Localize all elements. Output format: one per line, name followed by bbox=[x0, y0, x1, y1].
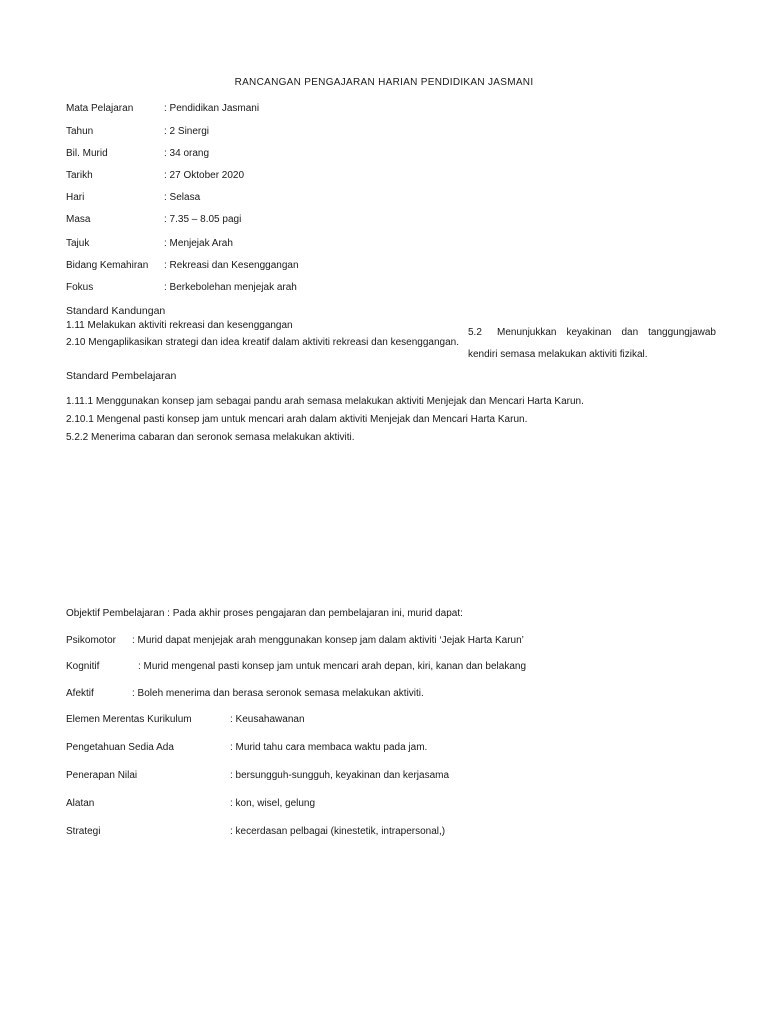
info-label: Mata Pelajaran bbox=[66, 103, 134, 114]
info-label: Bil. Murid bbox=[66, 148, 108, 159]
field-label: Alatan bbox=[66, 798, 95, 809]
objective-value: : Murid mengenal pasti konsep jam untuk mencari arah depan, kiri, kanan dan belakang bbox=[138, 661, 527, 672]
info-label: Fokus bbox=[66, 282, 94, 293]
field-label: Pengetahuan Sedia Ada bbox=[66, 742, 174, 753]
field-value: : kecerdasan pelbagai (kinestetik, intrapersonal,) bbox=[230, 826, 446, 837]
info-label: Tarikh bbox=[66, 170, 93, 181]
standard-item: 1.11.1 Menggunakan konsep jam sebagai pandu arah semasa melakukan aktiviti Menjejak dan Mencari Harta Karun. bbox=[66, 396, 584, 407]
standard-item: 1.11 Melakukan aktiviti rekreasi dan kesenggangan bbox=[66, 320, 293, 331]
info-label: Masa bbox=[66, 214, 91, 225]
field-value: : bersungguh-sungguh, keyakinan dan kerjasama bbox=[230, 770, 450, 781]
field-value: : Murid tahu cara membaca waktu pada jam. bbox=[230, 742, 428, 753]
info-label: Bidang Kemahiran bbox=[66, 260, 149, 271]
section-heading: Standard Pembelajaran bbox=[66, 370, 177, 382]
standard-item: 5.2.2 Menerima cabaran dan seronok semasa melakukan aktiviti. bbox=[66, 432, 355, 443]
info-label: Tahun bbox=[66, 126, 94, 137]
side-standard-number: 5.2 bbox=[468, 327, 482, 338]
info-value: : Menjejak Arah bbox=[164, 238, 233, 249]
objective-value: : Boleh menerima dan berasa seronok semasa melakukan aktiviti. bbox=[132, 688, 424, 699]
objective-value: : Murid dapat menjejak arah menggunakan konsep jam dalam aktiviti ‘Jejak Harta Karun’ bbox=[132, 635, 524, 646]
document-title: RANCANGAN PENGAJARAN HARIAN PENDIDIKAN JASMANI bbox=[234, 77, 534, 88]
info-value: : 7.35 – 8.05 pagi bbox=[164, 214, 242, 225]
objective-heading: Objektif Pembelajaran : Pada akhir proses pengajaran dan pembelajaran ini, murid dapat: bbox=[66, 608, 463, 619]
standard-item: 2.10 Mengaplikasikan strategi dan idea kreatif dalam aktiviti rekreasi dan kesenggangan. bbox=[66, 337, 460, 348]
info-value: : Selasa bbox=[164, 192, 201, 203]
info-value: : Berkebolehan menjejak arah bbox=[164, 282, 297, 293]
objective-label: Psikomotor bbox=[66, 635, 117, 646]
field-value: : Keusahawanan bbox=[230, 714, 305, 725]
info-label: Tajuk bbox=[66, 238, 90, 249]
objective-label: Afektif bbox=[66, 688, 94, 699]
section-heading: Standard Kandungan bbox=[66, 305, 166, 317]
info-value: : Rekreasi dan Kesenggangan bbox=[164, 260, 299, 271]
field-label: Elemen Merentas Kurikulum bbox=[66, 714, 192, 725]
info-value: : 2 Sinergi bbox=[164, 126, 210, 137]
side-standard-text: Menunjukkan keyakinan dan tanggungjawab kendiri semasa melakukan aktiviti fizikal. bbox=[468, 327, 716, 360]
info-value: : 27 Oktober 2020 bbox=[164, 170, 245, 181]
field-label: Strategi bbox=[66, 826, 101, 837]
info-value: : 34 orang bbox=[164, 148, 210, 159]
standard-item: 2.10.1 Mengenal pasti konsep jam untuk mencari arah dalam aktiviti Menjejak dan Mencari Harta Karun. bbox=[66, 414, 528, 425]
side-standard bbox=[468, 322, 716, 366]
field-label: Penerapan Nilai bbox=[66, 770, 138, 781]
info-value: : Pendidikan Jasmani bbox=[164, 103, 260, 114]
field-value: : kon, wisel, gelung bbox=[230, 798, 316, 809]
objective-label: Kognitif bbox=[66, 661, 100, 672]
info-label: Hari bbox=[66, 192, 85, 203]
